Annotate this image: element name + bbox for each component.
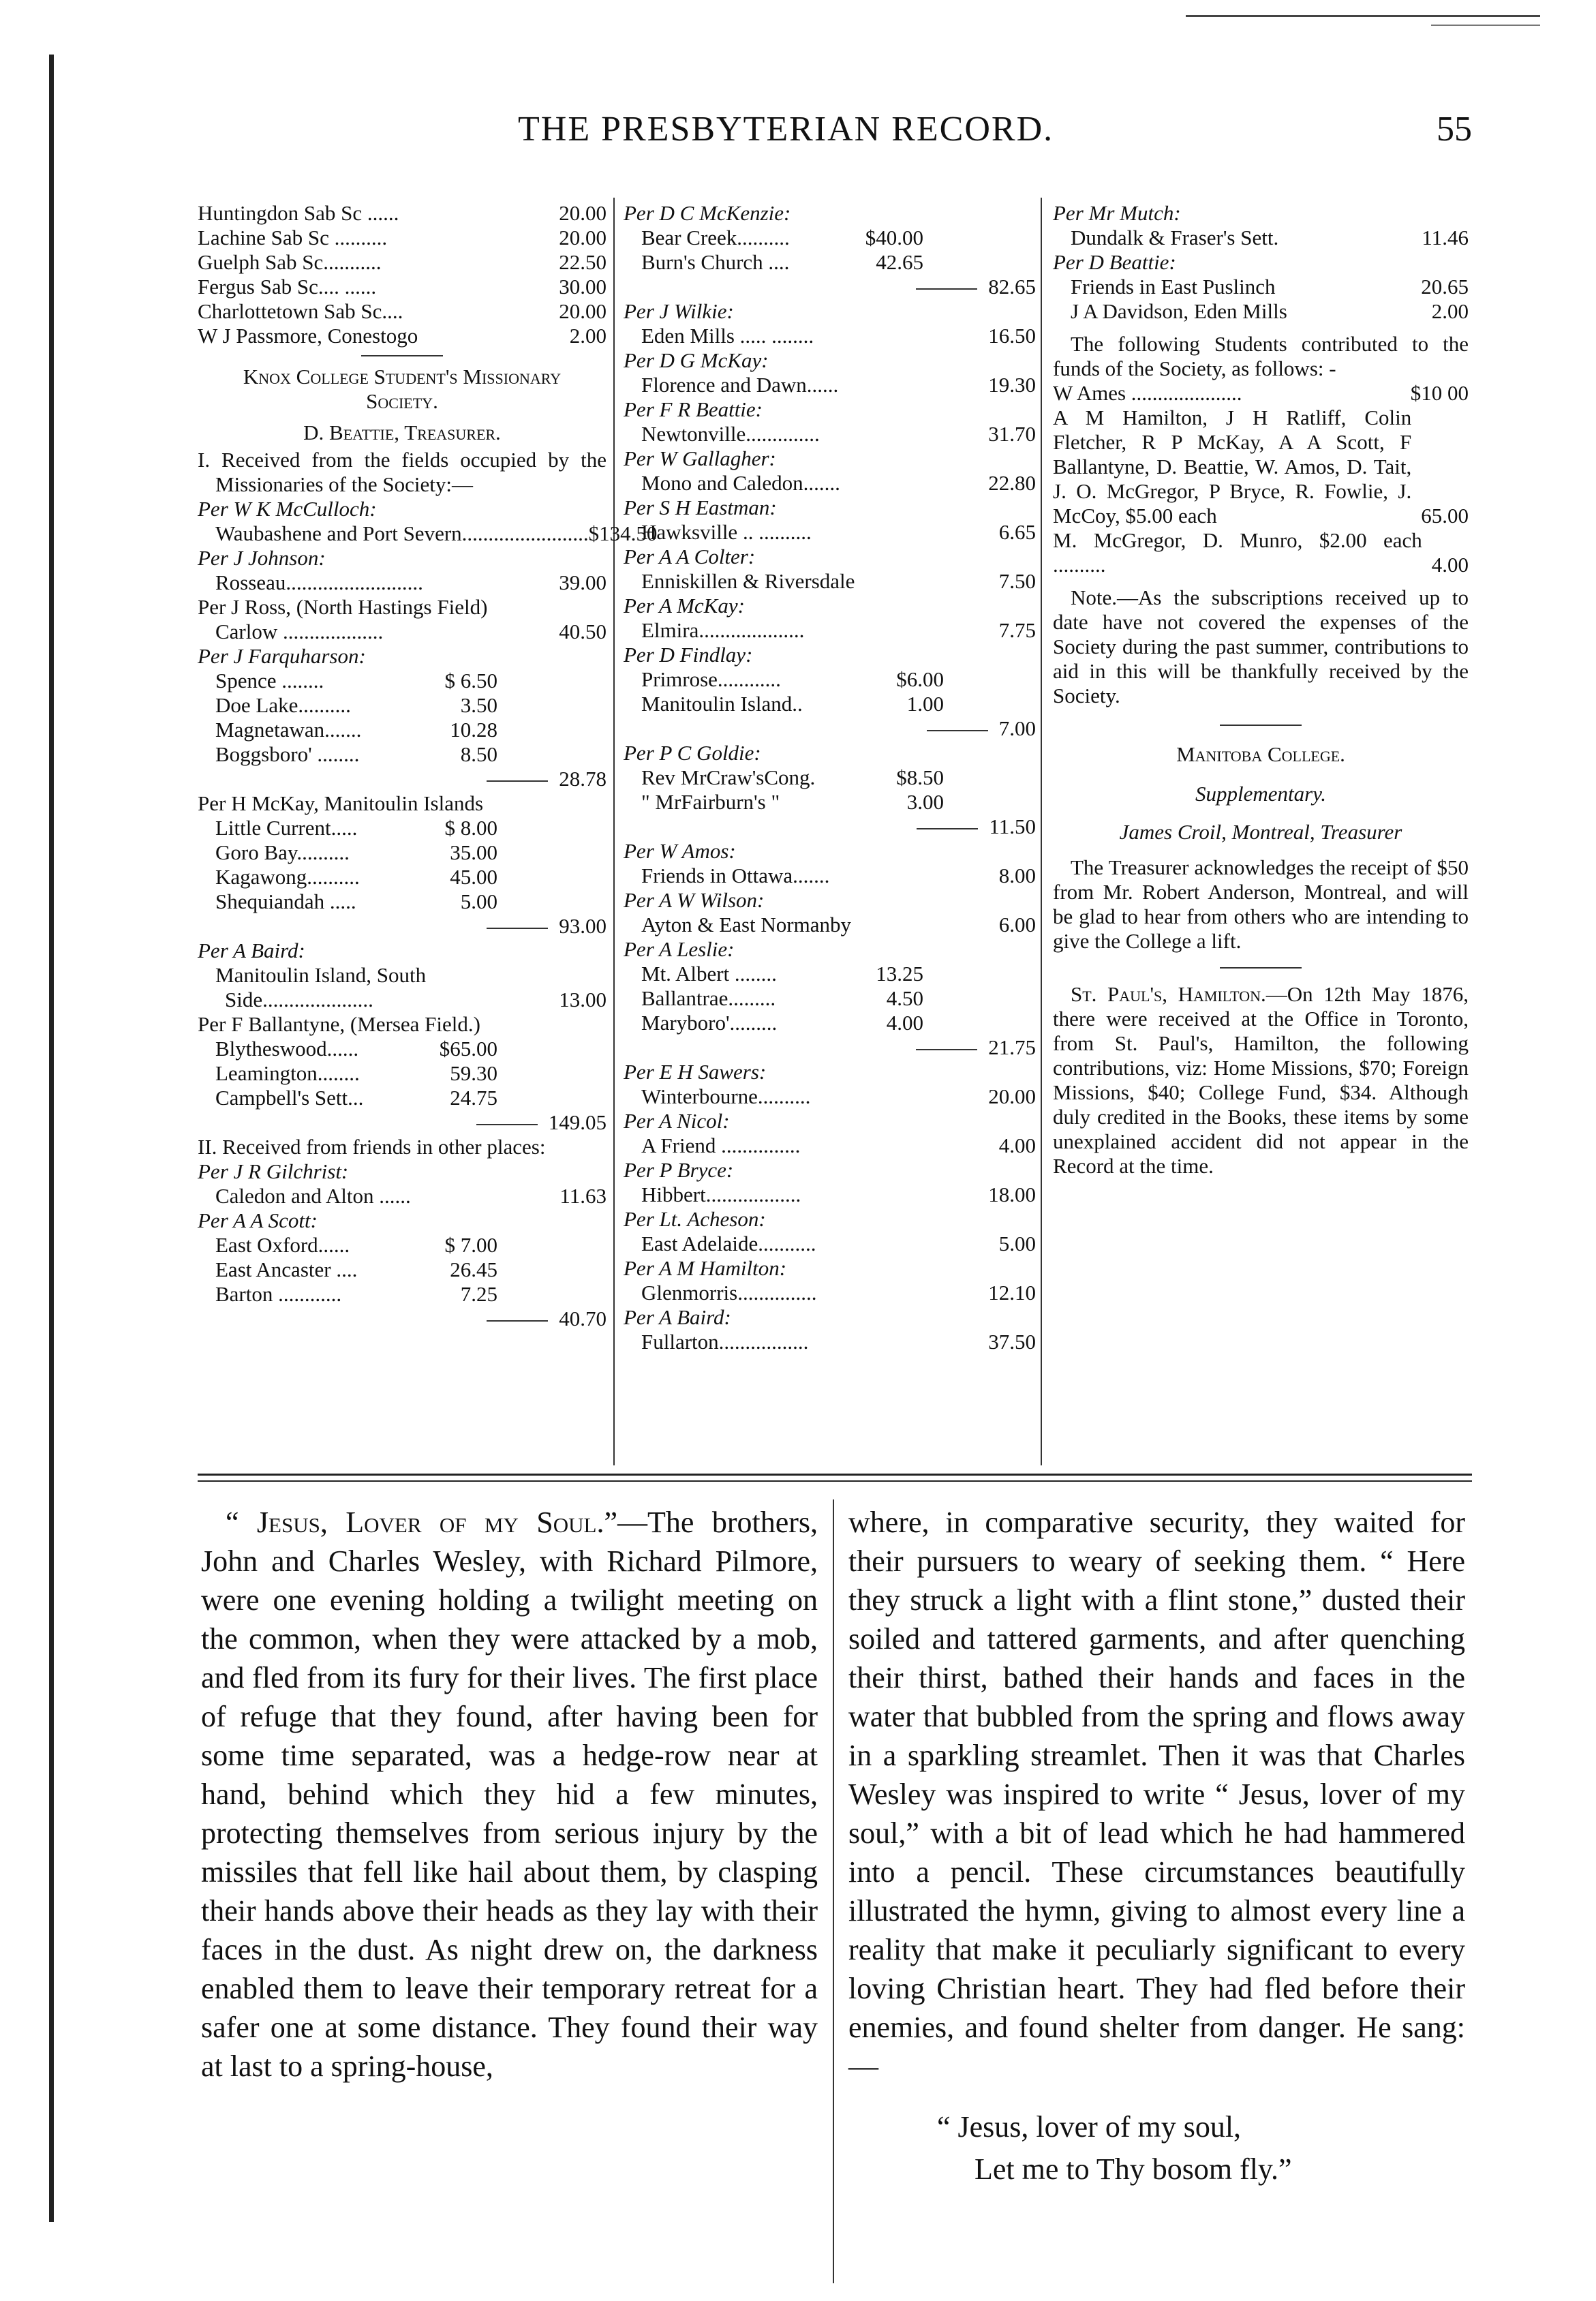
divider [1220,967,1302,969]
list-item: Campbell's Sett... 24.75 [215,1086,497,1110]
section-heading-manitoba: Manitoba College. [1176,742,1345,766]
list-item: Huntingdon Sab Sc ...... 20.00 [198,201,607,225]
list-item: Burn's Church .... 42.65 [641,250,923,274]
contributor-name: Per A Baird: [624,1305,731,1329]
list-item: Florence and Dawn...... 19.30 [641,373,1036,397]
sub-list [198,1233,497,1307]
list-item: Kagawong.......... 45.00 [215,865,497,889]
list-item: Guelph Sab Sc........... 22.50 [198,250,607,274]
list-item: Ballantrae......... 4.50 [641,986,923,1010]
contributor-name: Per D Findlay: [624,643,753,667]
list-item: Newtonville.............. 31.70 [641,422,1036,446]
contributor-name: Per J Johnson: [198,546,326,570]
list-item: " MrFairburn's " 3.00 [641,790,944,814]
binding-edge-mark [49,55,54,2222]
list-item: Caledon and Alton ...... 11.63 [215,1184,607,1208]
list-item: A Friend ............... 4.00 [641,1133,1036,1157]
subtotal: 7.00 [624,716,1036,741]
subtotal: 40.70 [198,1307,607,1331]
list-item: Shequiandah ..... 5.00 [215,889,497,913]
students-amount: 65.00 [1421,504,1469,528]
contributor-name: Per Mr Mutch: [1053,201,1181,225]
list-item: Rosseau.......................... 39.00 [215,570,607,594]
contributions-column-3 [1053,201,1469,1462]
contributor-name: Per A W Wilson: [624,888,765,912]
list-item: Goro Bay.......... 35.00 [215,840,497,864]
list-item: Dundalk & Fraser's Sett. 11.46 [1071,226,1469,249]
hymn-line: “ Jesus, lover of my soul, [937,2110,1242,2144]
sub-list [624,962,923,1035]
list-item: Leamington........ 59.30 [215,1061,497,1085]
contributor-name: Per W K McCulloch: [198,497,377,521]
divider [1220,725,1302,726]
scan-top-mark-2 [1431,25,1540,26]
divider [361,355,443,356]
list-item: Enniskillen & Riversdale 7.50 [641,569,1036,593]
list-item: Barton ............ 7.25 [215,1282,497,1306]
list-item: Manitoulin Island, South [215,963,427,987]
list-item: Little Current..... $ 8.00 [215,816,497,840]
contributor-name: Per D Beattie: [1053,250,1176,274]
society-note: Note.—As the subscriptions received up to date have not covered the expenses of the Society during the past summer, contributions to aid in this will be thankfully received by the Society. [1053,585,1469,707]
contributions-column-1 [198,201,658,1462]
contributor-name: Per D G McKay: [624,348,769,372]
list-item: Rev MrCraw'sCong. $8.50 [641,765,944,789]
treasurer-line: James Croil, Montreal, Treasurer [1119,820,1402,844]
list-item: Hibbert.................. 18.00 [641,1183,1036,1206]
contributor-name: Per D C McKenzie: [624,201,791,225]
hymn-line: Let me to Thy bosom fly.” [975,2152,1292,2186]
list-item: Mt. Albert ........ 13.25 [641,962,923,986]
list-item: Side..................... 13.00 [225,988,607,1011]
article-paragraph: “ Jesus, Lover of my Soul.”—The brothers, John and Charles Wesley, with Richard Pilmore, were one evening holding a twilight meeting on the common, when they were attacked by a mob, and fled from its fury for their lives. The first place of refuge that they found, after having been for some time separated, was a hedge-row near at hand, behind which they hid a few minutes, protecting themselves from serious injury by the missiles that fell like hail about them, by clasping their hands above their heads as they lay with their faces in the dust. As night drew on, the darkness enabled them to leave their temporary retreat for a safer one at some distance. They found their way at last to a spring-house, [201,1506,818,2083]
contributor-name: Per J Wilkie: [624,299,734,323]
sub-list [198,1037,497,1110]
list-item: Fergus Sab Sc.... ...... 30.00 [198,275,607,299]
contributor-name: Per A Baird: [198,939,305,962]
contributor-name: Per J R Gilchrist: [198,1159,349,1183]
list-item: Hawksville .. .......... 6.65 [641,520,1036,544]
subtotal: 149.05 [198,1110,607,1135]
contributor-name: Per F Ballantyne, (Mersea Field.) [198,1012,480,1036]
students-list-row [1053,528,1469,577]
list-item: Primrose............ $6.00 [641,667,944,691]
subtotal: 82.65 [624,275,1036,299]
page-number: 55 [1437,110,1472,149]
contributor-name: Per A M Hamilton: [624,1256,787,1280]
sub-list [198,669,497,767]
hymn-quote [848,2106,1465,2191]
list-item: Boggsboro' ........ 8.50 [215,742,497,766]
section-rule [198,1474,1472,1476]
treasurer-acknowledgement: The Treasurer acknowledges the receipt of $50 from Mr. Robert Anderson, Montreal, and will be glad to hear from others who are intending to give the College a lift. [1053,855,1469,953]
list-item: East Ancaster .... 26.45 [215,1258,497,1281]
contributor-name: Per S H Eastman: [624,496,777,519]
list-item: Ayton & East Normanby 6.00 [641,913,1036,936]
page-header [198,109,1472,157]
list-item: Glenmorris............... 12.10 [641,1281,1036,1305]
section-heading-knox: Knox College Student's Missionary Society. [243,365,562,413]
st-pauls-notice: St. Paul's, Hamilton.—On 12th May 1876, there were received at the Office in Toronto, from St. Paul's, Hamilton, the following contributions, viz: Home Missions, $70; Foreign Missions, $40; College Fund, $34. Although duly credited in the Books, these items by some unexplained accident did not appear in the Record at the time. [1053,982,1469,1178]
sub-list [198,816,497,914]
contributor-name: Per J Farquharson: [198,644,366,668]
contributor-name: Per E H Sawers: [624,1060,767,1084]
list-item: Bear Creek.......... $40.00 [641,226,923,249]
list-item: Fullarton................. 37.50 [641,1330,1036,1354]
contributor-name: Per Lt. Acheson: [624,1207,766,1231]
list-item: Blytheswood...... $65.00 [215,1037,497,1061]
contributor-name: Per A A Scott: [198,1208,318,1232]
subtotal: 11.50 [624,814,1036,839]
treasurer-line: D. Beattie, Treasurer. [303,421,501,444]
list-item: Lachine Sab Sc .......... 20.00 [198,226,607,249]
list-item: Spence ........ $ 6.50 [215,669,497,692]
list-item: Eden Mills ..... ........ 16.50 [641,324,1036,348]
list-item: Elmira.................... 7.75 [641,618,1036,642]
page-title: THE PRESBYTERIAN RECORD. [518,110,1054,149]
contributor-name: Per P Bryce: [624,1158,734,1182]
list-item: J A Davidson, Eden Mills 2.00 [1071,299,1469,323]
supplementary-label: Supplementary. [1195,782,1326,806]
article-column-1 [201,1503,818,2086]
list-item: Magnetawan....... 10.28 [215,718,497,742]
list-item: Carlow ................... 40.50 [215,620,607,643]
list-item: Friends in East Puslinch 20.65 [1071,275,1469,299]
students-list: M. McGregor, D. Munro, $2.00 each .......... [1053,528,1422,577]
students-amount: 4.00 [1431,553,1469,577]
article-title: “ Jesus, Lover of my Soul.” [226,1506,618,1539]
contributor-name: Per W Gallagher: [624,446,776,470]
section-rule [198,1480,1472,1482]
list-item: Winterbourne.......... 20.00 [641,1084,1036,1108]
column-divider-2 [1041,198,1042,1465]
sub-list [624,765,944,814]
column-divider-1 [613,198,615,1465]
sub-list [624,667,944,716]
contributions-column-2 [624,201,1036,1462]
list-item: Doe Lake.......... 3.50 [215,693,497,717]
list-item: East Adelaide........... 5.00 [641,1232,1036,1255]
contributor-name: Per W Amos: [624,839,736,863]
list-item: W Ames ..................... $10 00 [1053,381,1469,405]
list-item: Mono and Caledon....... 22.80 [641,471,1036,495]
contributor-name: Per A Leslie: [624,937,735,961]
list-item: Manitoulin Island.. 1.00 [641,692,944,716]
contributor-name: Per A Nicol: [624,1109,730,1133]
list-item: Friends in Ottawa....... 8.00 [641,864,1036,887]
students-list-row [1053,406,1469,528]
subtotal: 21.75 [624,1035,1036,1060]
contributor-name: Per J Ross, (North Hastings Field) [198,595,488,619]
contributor-name: Per A McKay: [624,594,745,618]
scan-top-mark [1186,15,1540,17]
list-item: Maryboro'......... 4.00 [641,1011,923,1035]
list-item: Waubashene and Port Severn........................ $134.50 [215,521,658,545]
section-i-intro: I. Received from the fields occupied by the Missionaries of the Society:— [198,448,607,496]
list-item: Charlottetown Sab Sc.... 20.00 [198,299,607,323]
article-column-2 [848,1503,1465,2191]
students-intro: The following Students contributed to the funds of the Society, as follows: - [1053,332,1469,380]
section-ii-intro: II. Received from friends in other places: [198,1135,546,1159]
contributor-name: Per A A Colter: [624,545,756,568]
sub-list [624,226,923,275]
students-list: A M Hamilton, J H Ratliff, Colin Fletcher, R P McKay, A A Scott, F Ballantyne, D. Beattie, W. Amos, D. Tait, J. O. McGregor, P Bryce, R. Fowlie, J. McCoy, $5.00 each [1053,406,1412,528]
subtotal: 28.78 [198,767,607,791]
contributor-name: Per F R Beattie: [624,397,763,421]
subtotal: 93.00 [198,914,607,939]
contributor-name: Per P C Goldie: [624,741,761,765]
sabbath-school-list [198,201,607,348]
contributor-name: Per H McKay, Manitoulin Islands [198,791,484,815]
article-paragraph: where, in comparative security, they waited for their pursuers to weary of seeking them. “ Here they struck a light with a flint stone,” dusted their soiled and tattered garments, and after quenching their thirst, bathed their hands and faces in the water that bubbled from the spring and flows away in a sparkling streamlet. Then it was that Charles Wesley was inspired to write “ Jesus, lover of my soul,” with a bit of lead which he had hammered into a pencil. These circumstances beautifully illustrated the hymn, giving to almost every line a reality that make it peculiarly significant to every loving Christian heart. They had fled before their enemies, and found shelter from danger. He sang:— [848,1506,1465,2083]
column-divider-3 [833,1499,834,2283]
list-item: East Oxford...... $ 7.00 [215,1233,497,1257]
list-item: W J Passmore, Conestogo 2.00 [198,324,607,348]
